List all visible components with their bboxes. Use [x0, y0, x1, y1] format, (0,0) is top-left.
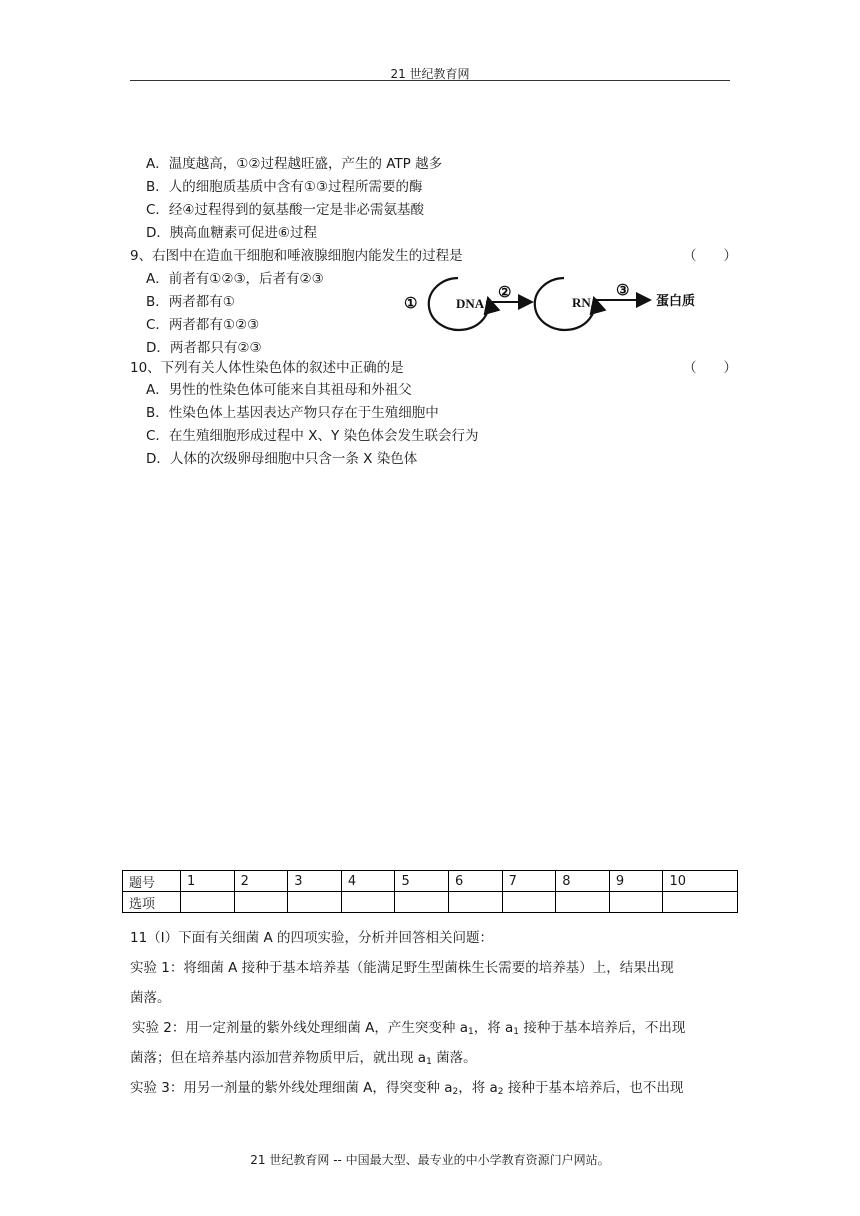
table-cell: 3 [288, 871, 342, 892]
table-header-cell: 选项 [123, 892, 181, 913]
answer-cell[interactable] [449, 892, 503, 913]
table-cell: 10 [663, 871, 738, 892]
q11-exp1-line2: 菌落。 [130, 990, 171, 1006]
q9-option-b: B．两者都有① [146, 294, 235, 310]
table-header-cell: 题号 [123, 871, 181, 892]
q10-option-c: C．在生殖细胞形成过程中 X、Y 染色体会发生联会行为 [146, 428, 479, 444]
header-divider [130, 80, 730, 81]
table-cell: 8 [556, 871, 610, 892]
label-2: ② [498, 283, 512, 301]
label-dna: DNA [456, 296, 485, 311]
q9-stem: 9、右图中在造血干细胞和唾液腺细胞内能发生的过程是 [130, 248, 463, 264]
answer-cell[interactable] [288, 892, 342, 913]
label-rna: RNA [572, 295, 601, 310]
table-cell: 5 [395, 871, 449, 892]
answer-cell[interactable] [395, 892, 449, 913]
table-cell: 6 [449, 871, 503, 892]
answer-table [122, 870, 738, 913]
table-cell: 9 [609, 871, 663, 892]
answer-cell[interactable] [341, 892, 395, 913]
q10-option-a: A．男性的性染色体可能来自其祖母和外祖父 [146, 382, 412, 398]
answer-cell[interactable] [663, 892, 738, 913]
table-cell: 4 [341, 871, 395, 892]
central-dogma-diagram [396, 268, 708, 332]
table-cell: 1 [181, 871, 235, 892]
table-cell: 7 [502, 871, 556, 892]
q8-option-b: B．人的细胞质基质中含有①③过程所需要的酶 [146, 179, 423, 195]
answer-cell[interactable] [502, 892, 556, 913]
q9-option-c: C．两者都有①②③ [146, 317, 260, 333]
label-3: ③ [616, 281, 630, 299]
q10-option-b: B．性染色体上基因表达产物只存在于生殖细胞中 [146, 405, 439, 421]
q10-answer-paren: （ ） [683, 360, 737, 376]
q11-intro: 11（I）下面有关细菌 A 的四项实验，分析并回答相关问题： [130, 930, 493, 946]
q11-exp2-line2: 菌落；但在培养基内添加营养物质甲后，就出现 $a_1$ 菌落。 [130, 1050, 477, 1067]
q9-option-d: D．两者都只有②③ [146, 340, 262, 356]
q10-option-d: D．人体的次级卵母细胞中只含一条 X 染色体 [146, 451, 418, 467]
q9-option-a: A．前者有①②③，后者有②③ [146, 271, 324, 287]
q11-exp1-line1: 实验 1：将细菌 A 接种于基本培养基（能满足野生型菌株生长需要的培养基）上，结果出现 [130, 960, 674, 976]
q11-exp3-line1: 实验 3：用另一剂量的紫外线处理细菌 A，得突变种 $a_2$，将 $a_2$ 接种于基本培养后，也不出现 [130, 1080, 684, 1097]
q10-stem: 10、下列有关人体性染色体的叙述中正确的是 [130, 360, 404, 376]
page-header: 21 世纪教育网 [390, 67, 470, 81]
table-cell: 2 [234, 871, 288, 892]
label-1: ① [404, 294, 418, 312]
table-row [123, 871, 738, 892]
label-protein: 蛋白质 [656, 294, 696, 309]
q11-exp2-line1: 实验 2：用一定剂量的紫外线处理细菌 A，产生突变种 $a_1$，将 $a_1$ 接种于基本培养后，不出现 [132, 1020, 686, 1037]
answer-cell[interactable] [609, 892, 663, 913]
page-footer: 21 世纪教育网 -- 中国最大型、最专业的中小学教育资源门户网站。 [250, 1153, 610, 1167]
q8-option-c: C．经④过程得到的氨基酸一定是非必需氨基酸 [146, 202, 425, 218]
answer-cell[interactable] [234, 892, 288, 913]
table-row [123, 892, 738, 913]
q8-option-d: D．胰高血糖素可促进⑥过程 [146, 225, 317, 241]
q8-option-a: A．温度越高，①②过程越旺盛，产生的 ATP 越多 [146, 156, 443, 172]
answer-cell[interactable] [556, 892, 610, 913]
q9-answer-paren: （ ） [683, 248, 737, 264]
answer-cell[interactable] [181, 892, 235, 913]
